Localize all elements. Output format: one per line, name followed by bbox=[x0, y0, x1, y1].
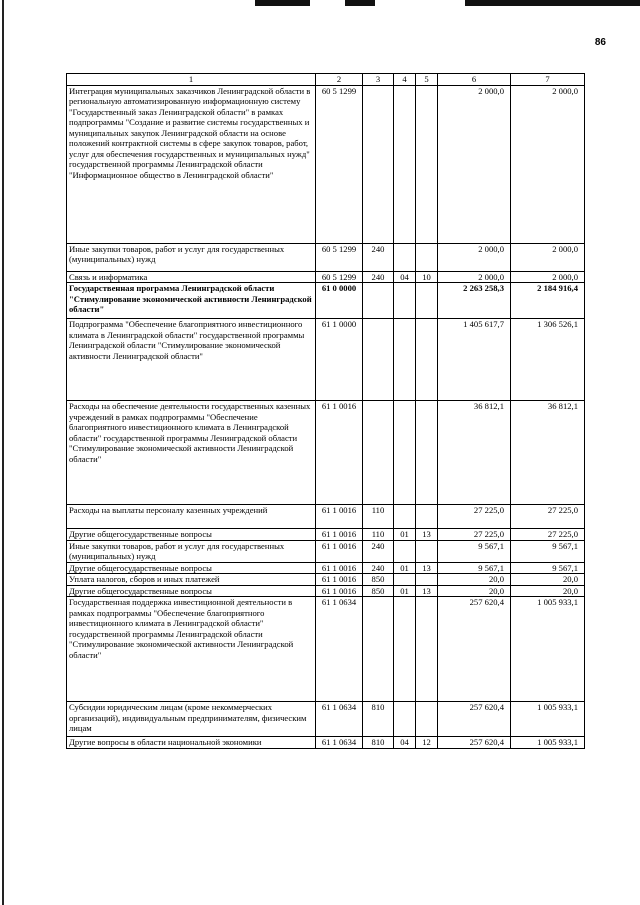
code-cell: 61 1 0634 bbox=[316, 597, 363, 702]
table-row bbox=[67, 597, 585, 702]
section-cell bbox=[394, 505, 416, 529]
subsection-cell bbox=[416, 505, 438, 529]
amount-cell: 2 000,0 bbox=[438, 86, 511, 244]
amount-cell: 36 812,1 bbox=[438, 401, 511, 505]
amount-cell: 9 567,1 bbox=[511, 540, 585, 562]
amount-cell: 20,0 bbox=[438, 585, 511, 596]
name-cell: Другие общегосударственные вопросы bbox=[67, 529, 316, 540]
amount-cell: 9 567,1 bbox=[438, 540, 511, 562]
expense-type-cell: 810 bbox=[363, 702, 394, 737]
table-row bbox=[67, 585, 585, 596]
name-cell: Связь и информатика bbox=[67, 272, 316, 283]
table-header-row bbox=[67, 74, 585, 86]
code-cell: 61 1 0000 bbox=[316, 319, 363, 401]
budget-table bbox=[66, 73, 585, 749]
section-cell bbox=[394, 86, 416, 244]
amount-cell: 9 567,1 bbox=[438, 562, 511, 573]
scan-mark bbox=[345, 0, 375, 6]
expense-type-cell bbox=[363, 401, 394, 505]
code-cell: 61 1 0634 bbox=[316, 737, 363, 748]
subsection-cell bbox=[416, 702, 438, 737]
name-cell: Другие общегосударственные вопросы bbox=[67, 562, 316, 573]
table-row bbox=[67, 737, 585, 748]
table-row bbox=[67, 540, 585, 562]
code-cell: 61 1 0016 bbox=[316, 401, 363, 505]
amount-cell: 27 225,0 bbox=[438, 505, 511, 529]
amount-cell: 2 000,0 bbox=[438, 272, 511, 283]
table-row bbox=[67, 562, 585, 573]
name-cell: Другие общегосударственные вопросы bbox=[67, 585, 316, 596]
table-row bbox=[67, 401, 585, 505]
subsection-cell bbox=[416, 86, 438, 244]
table-row bbox=[67, 574, 585, 585]
expense-type-cell: 240 bbox=[363, 244, 394, 272]
header-cell: 4 bbox=[394, 74, 416, 86]
code-cell: 60 5 1299 bbox=[316, 244, 363, 272]
section-cell bbox=[394, 574, 416, 585]
amount-cell: 1 005 933,1 bbox=[511, 597, 585, 702]
section-cell bbox=[394, 283, 416, 319]
subsection-cell bbox=[416, 401, 438, 505]
table-row bbox=[67, 272, 585, 283]
expense-type-cell: 240 bbox=[363, 540, 394, 562]
expense-type-cell: 240 bbox=[363, 272, 394, 283]
amount-cell: 1 005 933,1 bbox=[511, 702, 585, 737]
code-cell: 61 0 0000 bbox=[316, 283, 363, 319]
code-cell: 61 1 0016 bbox=[316, 562, 363, 573]
amount-cell: 27 225,0 bbox=[511, 529, 585, 540]
header-cell: 6 bbox=[438, 74, 511, 86]
amount-cell: 20,0 bbox=[511, 574, 585, 585]
name-cell: Государственная поддержка инвестиционной деятельности в рамках подпрограммы "Обеспечение благоприятного инвестиционного климата в Ленинградской области" государственной программы Ленинградской области "Стимулирование экономической активности Ленинградской области" bbox=[67, 597, 316, 702]
subsection-cell bbox=[416, 244, 438, 272]
subsection-cell: 13 bbox=[416, 585, 438, 596]
section-cell bbox=[394, 597, 416, 702]
subsection-cell: 10 bbox=[416, 272, 438, 283]
table-row bbox=[67, 529, 585, 540]
section-cell: 01 bbox=[394, 562, 416, 573]
amount-cell: 2 000,0 bbox=[511, 244, 585, 272]
page-number: 86 bbox=[594, 37, 606, 48]
section-cell bbox=[394, 540, 416, 562]
section-cell bbox=[394, 319, 416, 401]
amount-cell: 1 405 617,7 bbox=[438, 319, 511, 401]
code-cell: 61 1 0016 bbox=[316, 585, 363, 596]
name-cell: Подпрограмма "Обеспечение благоприятного инвестиционного климата в Ленинградской области" государственной программы Ленинградской области "Стимулирование экономической активности Ленинградской области" bbox=[67, 319, 316, 401]
name-cell: Иные закупки товаров, работ и услуг для государственных (муниципальных) нужд bbox=[67, 540, 316, 562]
name-cell: Государственная программа Ленинградской области "Стимулирование экономической активности Ленинградской области" bbox=[67, 283, 316, 319]
expense-type-cell: 850 bbox=[363, 574, 394, 585]
amount-cell: 257 620,4 bbox=[438, 597, 511, 702]
subsection-cell: 13 bbox=[416, 562, 438, 573]
expense-type-cell: 110 bbox=[363, 529, 394, 540]
amount-cell: 27 225,0 bbox=[511, 505, 585, 529]
name-cell: Расходы на обеспечение деятельности государственных казенных учреждений в рамках подпрограммы "Обеспечение благоприятного инвестиционного климата в Ленинградской области" государственной программы Ленинградской области "Стимулирование экономической активности Ленинградской области" bbox=[67, 401, 316, 505]
table-row bbox=[67, 86, 585, 244]
expense-type-cell: 850 bbox=[363, 585, 394, 596]
table-row bbox=[67, 244, 585, 272]
amount-cell: 2 263 258,3 bbox=[438, 283, 511, 319]
name-cell: Субсидии юридическим лицам (кроме некоммерческих организаций), индивидуальным предпринимателям, физическим лицам bbox=[67, 702, 316, 737]
subsection-cell: 12 bbox=[416, 737, 438, 748]
subsection-cell: 13 bbox=[416, 529, 438, 540]
amount-cell: 2 000,0 bbox=[511, 86, 585, 244]
amount-cell: 9 567,1 bbox=[511, 562, 585, 573]
code-cell: 61 1 0016 bbox=[316, 505, 363, 529]
section-cell: 04 bbox=[394, 272, 416, 283]
name-cell: Уплата налогов, сборов и иных платежей bbox=[67, 574, 316, 585]
amount-cell: 1 005 933,1 bbox=[511, 737, 585, 748]
section-cell: 01 bbox=[394, 585, 416, 596]
header-cell: 1 bbox=[67, 74, 316, 86]
subsection-cell bbox=[416, 574, 438, 585]
scan-edge bbox=[2, 0, 4, 905]
subsection-cell bbox=[416, 597, 438, 702]
table-row bbox=[67, 283, 585, 319]
code-cell: 61 1 0016 bbox=[316, 574, 363, 585]
header-cell: 7 bbox=[511, 74, 585, 86]
name-cell: Другие вопросы в области национальной экономики bbox=[67, 737, 316, 748]
table-row bbox=[67, 319, 585, 401]
subsection-cell bbox=[416, 319, 438, 401]
header-cell: 2 bbox=[316, 74, 363, 86]
amount-cell: 2 184 916,4 bbox=[511, 283, 585, 319]
amount-cell: 1 306 526,1 bbox=[511, 319, 585, 401]
code-cell: 61 1 0016 bbox=[316, 529, 363, 540]
expense-type-cell bbox=[363, 597, 394, 702]
amount-cell: 257 620,4 bbox=[438, 702, 511, 737]
section-cell bbox=[394, 702, 416, 737]
amount-cell: 2 000,0 bbox=[511, 272, 585, 283]
expense-type-cell bbox=[363, 283, 394, 319]
name-cell: Интеграция муниципальных заказчиков Ленинградской области в региональную автоматизированную информационную систему "Государственный заказ Ленинградской области" в рамках подпрограммы "Создание и развитие системы государственных и муниципальных закупок Ленинградской области на основе положений контрактной системы в сфере закупок товаров, работ, услуг для обеспечения государственных и муниципальных нужд" государственной программы Ленинградской области "Информационное общество в Ленинградской области" bbox=[67, 86, 316, 244]
section-cell: 01 bbox=[394, 529, 416, 540]
expense-type-cell: 110 bbox=[363, 505, 394, 529]
table-row bbox=[67, 505, 585, 529]
amount-cell: 27 225,0 bbox=[438, 529, 511, 540]
expense-type-cell bbox=[363, 319, 394, 401]
table-row bbox=[67, 702, 585, 737]
subsection-cell bbox=[416, 540, 438, 562]
section-cell bbox=[394, 244, 416, 272]
scan-mark bbox=[255, 0, 310, 6]
amount-cell: 257 620,4 bbox=[438, 737, 511, 748]
header-cell: 5 bbox=[416, 74, 438, 86]
amount-cell: 2 000,0 bbox=[438, 244, 511, 272]
section-cell bbox=[394, 401, 416, 505]
header-cell: 3 bbox=[363, 74, 394, 86]
amount-cell: 20,0 bbox=[511, 585, 585, 596]
name-cell: Иные закупки товаров, работ и услуг для государственных (муниципальных) нужд bbox=[67, 244, 316, 272]
code-cell: 60 5 1299 bbox=[316, 272, 363, 283]
expense-type-cell bbox=[363, 86, 394, 244]
subsection-cell bbox=[416, 283, 438, 319]
amount-cell: 36 812,1 bbox=[511, 401, 585, 505]
section-cell: 04 bbox=[394, 737, 416, 748]
code-cell: 60 5 1299 bbox=[316, 86, 363, 244]
scan-mark bbox=[465, 0, 640, 6]
expense-type-cell: 240 bbox=[363, 562, 394, 573]
amount-cell: 20,0 bbox=[438, 574, 511, 585]
name-cell: Расходы на выплаты персоналу казенных учреждений bbox=[67, 505, 316, 529]
expense-type-cell: 810 bbox=[363, 737, 394, 748]
code-cell: 61 1 0016 bbox=[316, 540, 363, 562]
code-cell: 61 1 0634 bbox=[316, 702, 363, 737]
